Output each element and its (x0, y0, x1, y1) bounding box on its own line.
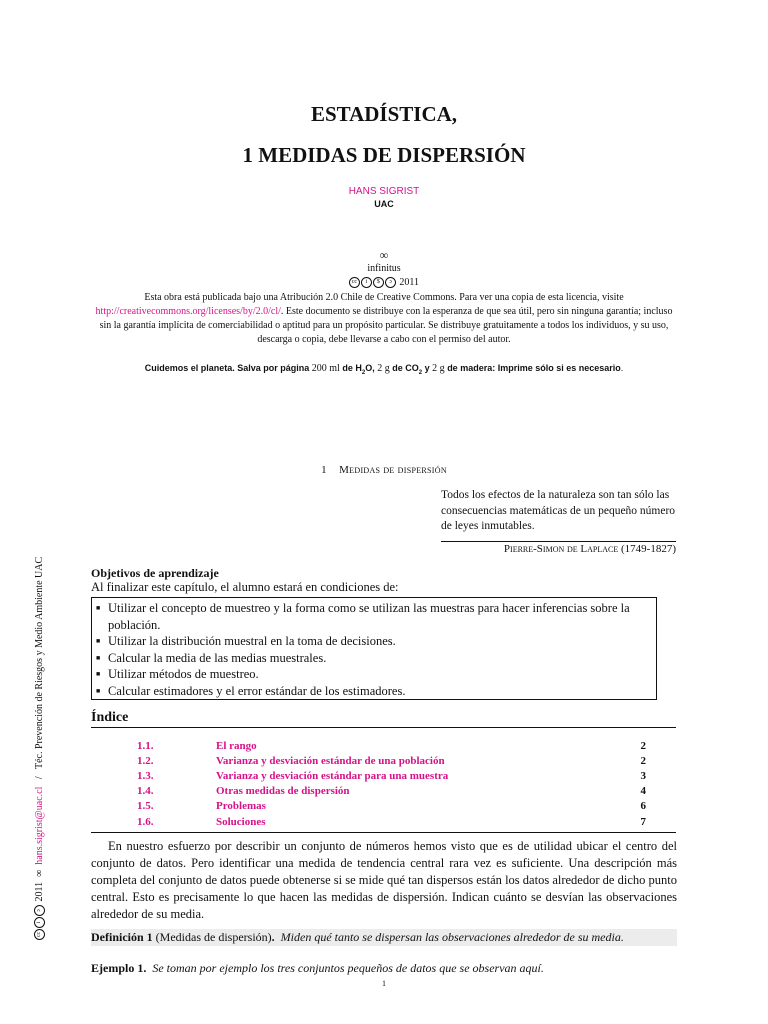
by-icon: i (361, 277, 372, 288)
objectives-title: Objetivos de aprendizaje (91, 566, 219, 580)
objectives-intro: Al finalizar este capítulo, el alumno estará en condiciones de: (91, 580, 399, 594)
save-planet-y: y (424, 363, 430, 373)
save-planet-de: de (342, 363, 353, 373)
side-course: Téc. Prevención de Riesgos y Medio Ambiente UAC (34, 556, 45, 770)
quote-attribution (441, 543, 676, 555)
definition-box: Definición 1 (Medidas de dispersión). Miden qué tanto se dispersan las observaciones alrededor de su media. (91, 929, 677, 946)
objective-item: ■ Calcular estimadores y el error estándar de los estimadores. (108, 683, 648, 700)
side-separator: / (34, 776, 45, 780)
epigraph-quote: Todos los efectos de la naturaleza son tan sólo las consecuencias matemáticas de un pequeño número de leyes inmutables. (441, 489, 676, 532)
toc-number: 1.3. (137, 770, 154, 782)
page-number: 1 (382, 979, 386, 988)
affiliation: UAC (374, 199, 394, 209)
save-planet-g1: 2 g (377, 363, 390, 374)
toc-title[interactable]: Otras medidas de dispersión (216, 785, 350, 797)
toc-number: 1.2. (137, 755, 154, 767)
toc-entry[interactable] (91, 785, 676, 800)
sa-icon: ↄ (34, 905, 45, 916)
license-text-after: . Este documento se distribuye con la esperanza de que sea útil, pero sin ninguna garantía; incluso sin la garantía implícita de comerciabilidad o aptitud para un propósito particular. Se distribuye gratuitamente a todos los individuos, y su uso, descarga o copia, debe llevarse a cabo con el permiso del autor. (99, 306, 673, 345)
quote-years: (1749-1827) (621, 543, 676, 555)
license-link[interactable]: http://creativecommons.org/licenses/by/2.0/cl/ (95, 306, 281, 317)
index-bottom-divider (91, 832, 676, 833)
license-year: 2011 (399, 277, 420, 288)
toc-entry[interactable] (91, 770, 676, 785)
toc-number: 1.1. (137, 740, 154, 752)
by-icon: i (34, 917, 45, 928)
side-margin (34, 557, 45, 940)
example (91, 961, 544, 976)
toc-title[interactable]: El rango (216, 740, 257, 752)
example-label: Ejemplo 1. (91, 961, 147, 975)
cc-icon: cc (34, 929, 45, 940)
publisher: infinitus (367, 263, 401, 274)
toc-title[interactable]: Problemas (216, 800, 266, 812)
toc-title[interactable]: Varianza y desviación estándar para una muestra (216, 770, 449, 782)
side-email-link[interactable]: hans.sigrist@uac.cl (34, 786, 45, 865)
toc-page: 2 (640, 740, 646, 752)
infinity-icon: ∞ (379, 248, 389, 262)
title-line-1: ESTADÍSTICA, (310, 102, 458, 126)
objective-item: ■ Utilizar el concepto de muestreo y la forma como se utilizan las muestras para hacer inferencias sobre la población. (108, 600, 648, 633)
toc-number: 1.4. (137, 785, 154, 797)
save-planet-period: . (620, 363, 624, 373)
author-name[interactable]: HANS SIGRIST (348, 186, 420, 197)
objective-item: ■ Calcular la media de las medias muestrales. (108, 650, 648, 667)
save-planet-note (0, 363, 768, 376)
title-line-2: 1 MEDIDAS DE DISPERSIÓN (242, 143, 526, 167)
definition-label: Definición 1 (91, 930, 153, 944)
toc-entry[interactable] (91, 800, 676, 815)
example-text: Se toman por ejemplo los tres conjuntos pequeños de datos que se observan aquí. (152, 961, 544, 975)
section-title: Medidas de dispersión (339, 464, 447, 476)
quote-author: Pierre-Simon de Laplace (503, 543, 619, 555)
definition-text: Miden qué tanto se dispersan las observaciones alrededor de su media. (280, 930, 624, 944)
objectives-box (91, 597, 657, 700)
license-icons-row (0, 276, 768, 290)
toc-page: 6 (640, 800, 646, 812)
toc-entry[interactable] (91, 816, 676, 831)
section-number: 1 (321, 464, 327, 476)
toc-entry[interactable] (91, 740, 676, 755)
sa-icon: ↄ (385, 277, 396, 288)
toc-title[interactable]: Soluciones (216, 816, 266, 828)
nc-icon: $ (373, 277, 384, 288)
toc-number: 1.6. (137, 816, 154, 828)
objective-item: ■ Utilizar la distribución muestral en la toma de decisiones. (108, 633, 648, 650)
toc-page: 3 (640, 770, 646, 782)
index-divider (91, 727, 676, 728)
toc-title[interactable]: Varianza y desviación estándar de una población (216, 755, 445, 767)
license-text (94, 291, 674, 347)
cc-icon: cc (349, 277, 360, 288)
body-paragraph: En nuestro esfuerzo por describir un conjunto de números hemos visto que es de utilidad ubicar el centro del conjunto de datos. Pero identificar una medida de tendencia central rara vez es suficiente. Una descripción más completa del conjunto de datos puede obtenerse si se mide qué tan dispersos están los datos alrededor de dicho punto central. Esto es precisamente lo que hacen las medidas de dispersión. Indican cuánto se desvían las observaciones alrededor de su media. (91, 839, 677, 921)
section-heading (0, 464, 768, 476)
side-infinity-icon: ∞ (34, 869, 45, 877)
save-planet-g2: 2 g (432, 363, 445, 374)
save-planet-h2o: $H_2O$, (355, 363, 375, 376)
save-planet-part2: de madera: Imprime sólo si es necesario (447, 363, 621, 373)
toc-page: 7 (640, 816, 646, 828)
index-title: Índice (91, 710, 129, 725)
objective-item: ■ Utilizar métodos de muestreo. (108, 666, 648, 683)
save-planet-ml: 200 ml (311, 363, 340, 374)
definition-name: (Medidas de dispersión) (155, 930, 272, 944)
toc-number: 1.5. (137, 800, 154, 812)
toc-page: 4 (640, 785, 646, 797)
quote-divider (441, 541, 676, 542)
side-year: 2011 (34, 881, 45, 902)
toc-entry[interactable] (91, 755, 676, 770)
license-text-before: Esta obra está publicada bajo una Atribución 2.0 Chile de Creative Commons. Para ver una copia de esta licencia, visite (144, 292, 624, 303)
save-planet-part1: Cuidemos el planeta. Salva por página (144, 363, 310, 373)
toc-page: 2 (640, 755, 646, 767)
save-planet-co2: de $CO_2$ (392, 363, 423, 376)
